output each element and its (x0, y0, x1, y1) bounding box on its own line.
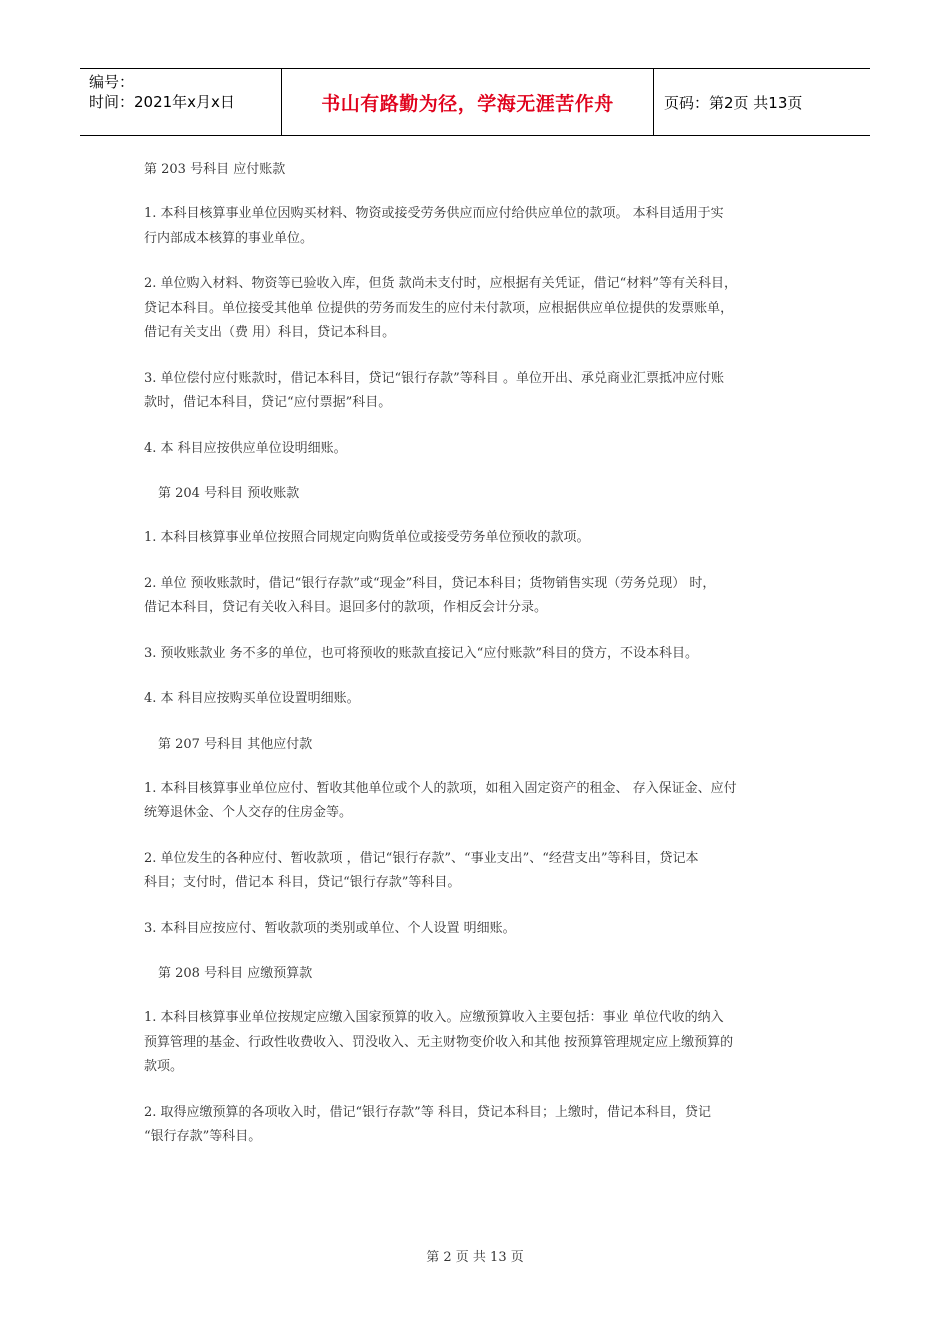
page-info: 页码：第2页 共13页 (664, 93, 803, 112)
paragraph-line: 款时，借记本科目，贷记“应付票据”科目。 (144, 395, 392, 410)
paragraph-line: 3. 本科目应按应付、暂收款项的类别或单位、个人设置 明细账。 (144, 920, 516, 936)
paragraph-line: 借记有关支出（费 用）科目，贷记本科目。 (144, 325, 396, 340)
paragraph (144, 272, 809, 346)
paragraph-line: 行内部成本核算的事业单位。 (144, 230, 314, 246)
paragraph (144, 367, 809, 416)
paragraph-line: 4. 本 科目应按购买单位设置明细账。 (144, 691, 360, 706)
paragraph-line: 3. 预收账款业 务不多的单位，也可将预收的账款直接记入“应付账款”科目的贷方，不设本科目。 (144, 645, 698, 661)
paragraph-line: 1. 本科目核算事业单位按照合同规定向购货单位或接受劳务单位预收的款项。 (144, 530, 590, 545)
paragraph-line: 1. 本科目核算事业单位应付、暂收其他单位或个人的款项，如租入固定资产的租金、 存入保证金、应付 (144, 780, 737, 796)
paragraph (144, 526, 809, 551)
paragraph-line: 3. 单位偿付应付账款时，借记本科目，贷记“银行存款”等科目 。单位开出、承兑商业汇票抵冲应付账 (144, 370, 724, 386)
paragraph (144, 1006, 809, 1080)
paragraph-line: 1. 本科目核算事业单位因购买材料、物资或接受劳务供应而应付给供应单位的款项。 本科目适用于实 (144, 206, 724, 221)
paragraph (144, 1101, 809, 1150)
section-heading: 第 204 号科目 预收账款 (158, 486, 300, 501)
paragraph-line: 贷记本科目。单位接受其他单 位提供的劳务而发生的应付未付款项，应根据供应单位提供的发票账单， (144, 300, 734, 316)
paragraph (144, 917, 809, 942)
date-label: 时间：2021年x月x日 (89, 93, 235, 111)
paragraph (144, 847, 809, 896)
page-footer: 第 2 页 共 13 页 (426, 1250, 524, 1265)
paragraph-line: 1. 本科目核算事业单位按规定应缴入国家预算的收入。应缴预算收入主要包括：事业 单位代收的纳入 (144, 1010, 724, 1025)
paragraph (144, 437, 809, 462)
paragraph-line: 借记本科目，贷记有关收入科目。退回多付的款项，作相反会计分录。 (144, 600, 548, 615)
document-body (144, 150, 809, 1150)
header-meta (80, 69, 282, 135)
section-heading: 第 207 号科目 其他应付款 (158, 736, 313, 752)
paragraph-line: “银行存款”等科目。 (144, 1129, 262, 1144)
paragraph-line: 科目；支付时，借记本 科目，贷记“银行存款”等科目。 (144, 875, 461, 890)
paragraph (144, 687, 809, 712)
header-table (80, 68, 870, 136)
paragraph (144, 642, 809, 667)
paragraph-line: 4. 本 科目应按供应单位设明细账。 (144, 440, 347, 456)
paragraph-line: 2. 取得应缴预算的各项收入时，借记“银行存款”等 科目，贷记本科目；上缴时，借记本科目，贷记 (144, 1104, 711, 1120)
paragraph-line: 统筹退休金、个人交存的住房金等。 (144, 805, 353, 820)
section-heading: 第 203 号科目 应付账款 (144, 162, 286, 177)
number-label: 编号： (89, 73, 135, 91)
paragraph-line: 预算管理的基金、行政性收费收入、罚没收入、无主财物变价收入和其他 按预算管理规定应上缴预算的 (144, 1034, 734, 1050)
paragraph-line: 2. 单位购入材料、物资等已验收入库，但货 款尚未支付时，应根据有关凭证，借记“材料”等有关科目， (144, 276, 737, 291)
paragraph-line: 款项。 (144, 1059, 184, 1074)
paragraph (144, 202, 809, 251)
section-heading: 第 208 号科目 应缴预算款 (158, 966, 313, 981)
paragraph (144, 777, 809, 826)
paragraph-line: 2. 单位发生的各种应付、暂收款项 ，借记“银行存款”、“事业支出”、“经营支出”等科目，贷记本 (144, 850, 699, 866)
paragraph-line: 2. 单位 预收账款时，借记“银行存款”或“现金”科目，贷记本科目；货物销售实现（劳务兑现） 时， (144, 575, 716, 591)
motto: 书山有路勤为径，学海无涯苦作舟 (282, 69, 654, 135)
paragraph (144, 572, 809, 621)
